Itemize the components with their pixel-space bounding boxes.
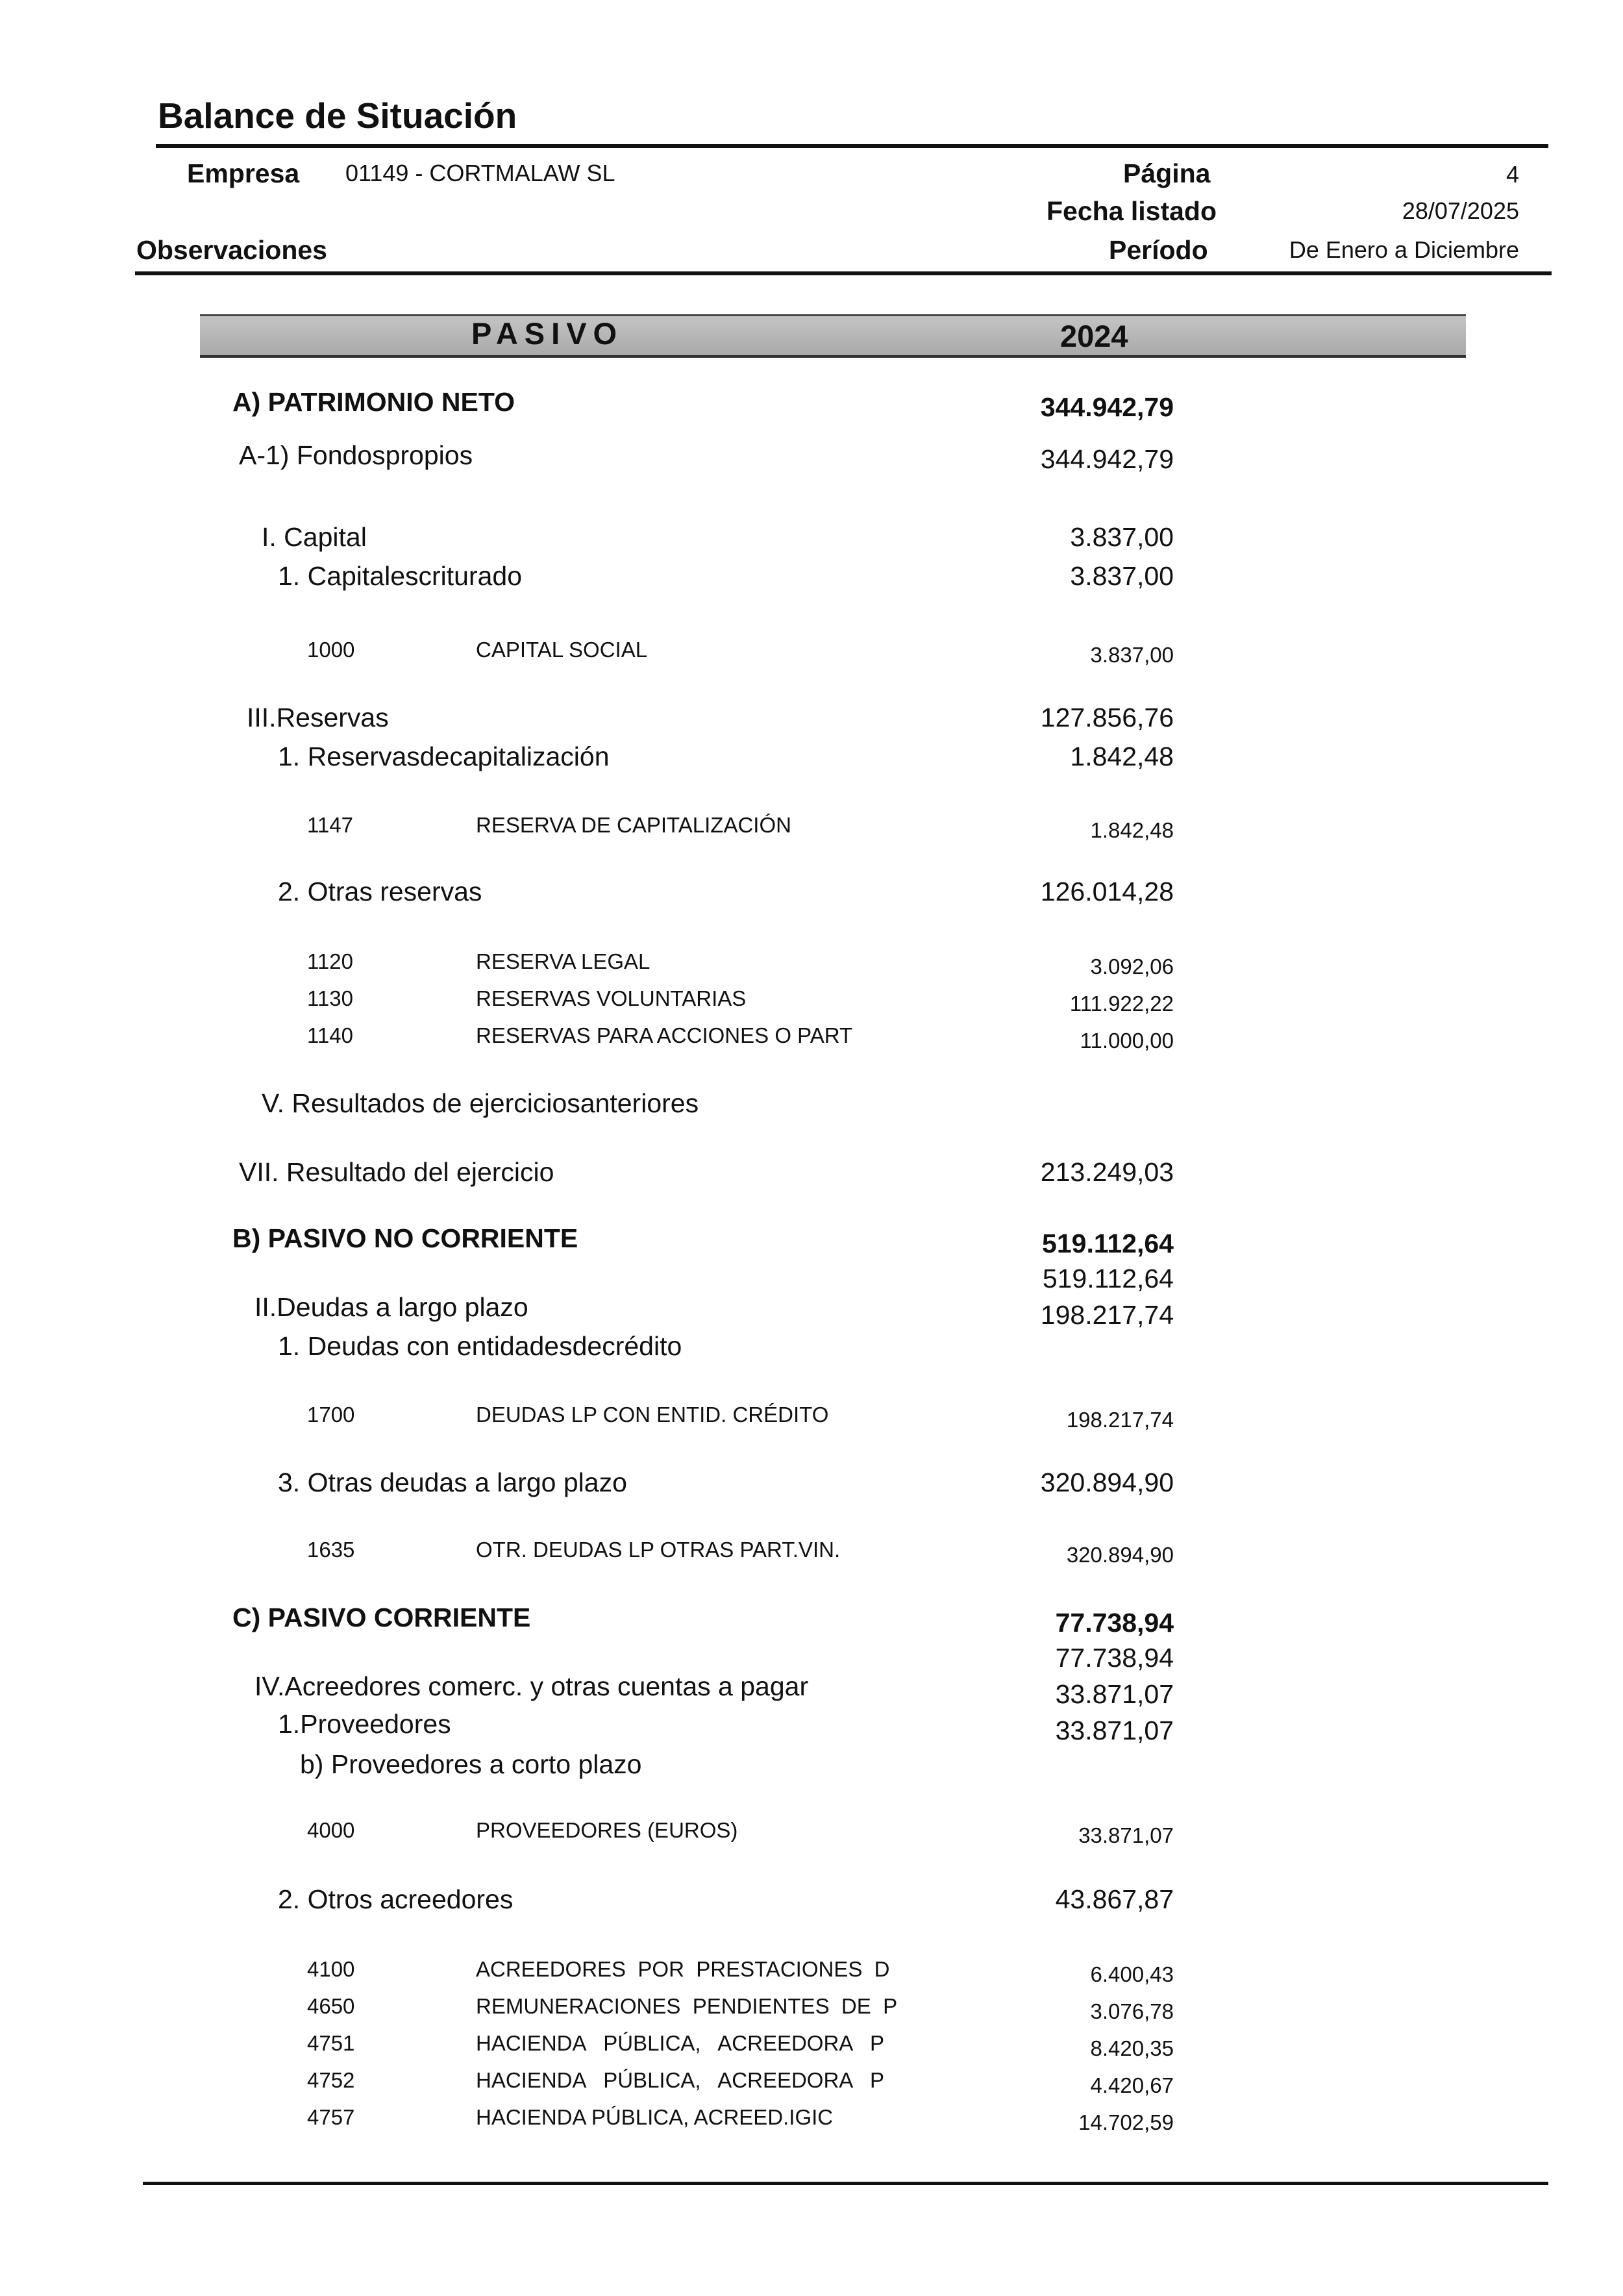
- account-code: 1130: [307, 986, 353, 1010]
- section-b-value: 519.112,64: [1042, 1229, 1174, 1258]
- account-code: 4100: [307, 1957, 355, 1981]
- account-code: 1147: [307, 813, 353, 837]
- account-name: DEUDAS LP CON ENTID. CRÉDITO: [476, 1403, 829, 1427]
- header-bottom-rule: [135, 271, 1552, 275]
- otras-reservas-label: 2. Otras reservas: [278, 877, 482, 906]
- account-value: 6.400,43: [1090, 1962, 1174, 1986]
- deudas-largo-plazo-label: II.Deudas a largo plazo: [254, 1292, 528, 1322]
- account-value: 4.420,67: [1090, 2073, 1174, 2097]
- capital-value: 3.837,00: [1070, 522, 1174, 552]
- account-name: RESERVAS VOLUNTARIAS: [476, 986, 747, 1010]
- otros-acreedores-value: 43.867,87: [1055, 1884, 1174, 1914]
- account-name: HACIENDA PÚBLICA, ACREEDORA P: [476, 2068, 885, 2092]
- page-title: Balance de Situación: [158, 95, 517, 136]
- account-value: 11.000,00: [1080, 1029, 1174, 1053]
- resultado-ejercicio-value: 213.249,03: [1040, 1157, 1174, 1187]
- account-name: RESERVAS PARA ACCIONES O PART: [476, 1023, 853, 1047]
- header-top-rule: [156, 144, 1548, 148]
- account-code: 4751: [307, 2031, 355, 2055]
- otros-acreedores-label: 2. Otros acreedores: [278, 1884, 514, 1914]
- account-value: 3.092,06: [1090, 955, 1174, 979]
- footer-rule: [143, 2182, 1548, 2185]
- account-name: ACREEDORES POR PRESTACIONES D: [476, 1957, 890, 1981]
- section-b-label: B) PASIVO NO CORRIENTE: [232, 1223, 578, 1253]
- section-heading: PASIVO: [471, 316, 624, 351]
- capital-escriturado-label: 1. Capitalescriturado: [278, 561, 523, 591]
- proveedores-corto-plazo-label: b) Proveedores a corto plazo: [300, 1749, 642, 1779]
- otras-deudas-lp-label: 3. Otras deudas a largo plazo: [278, 1467, 627, 1497]
- account-name: RESERVA LEGAL: [476, 949, 650, 973]
- table-header-band: [200, 314, 1466, 358]
- account-value: 8.420,35: [1090, 2036, 1174, 2060]
- account-value: 320.894,90: [1066, 1543, 1174, 1567]
- fecha-listado-label: Fecha listado: [1047, 196, 1217, 226]
- resultados-anteriores-label: V. Resultados de ejerciciosanteriores: [262, 1088, 699, 1118]
- account-code: 1700: [307, 1403, 355, 1427]
- year-heading: 2024: [1060, 319, 1128, 353]
- empresa-value: 01149 - CORTMALAW SL: [345, 160, 615, 186]
- otras-deudas-lp-value: 320.894,90: [1040, 1467, 1174, 1497]
- proveedores-value: 33.871,07: [1055, 1716, 1174, 1745]
- account-code: 1635: [307, 1538, 355, 1562]
- account-code: 4752: [307, 2068, 355, 2092]
- reservas-label: III.Reservas: [247, 703, 389, 732]
- account-value: 3.076,78: [1090, 1999, 1174, 2023]
- account-value: 111.922,22: [1069, 992, 1174, 1016]
- deudas-entidades-credito-label: 1. Deudas con entidadesdecrédito: [278, 1331, 682, 1361]
- otras-reservas-value: 126.014,28: [1040, 877, 1174, 906]
- resultado-ejercicio-label: VII. Resultado del ejercicio: [239, 1157, 554, 1187]
- reservas-capitalizacion-label: 1. Reservasdecapitalización: [278, 742, 610, 771]
- fecha-listado-value: 28/07/2025: [1402, 197, 1519, 224]
- section-c-value: 77.738,94: [1055, 1608, 1174, 1638]
- account-code: 4650: [307, 1994, 355, 2018]
- acreedores-comerciales-value: 33.871,07: [1055, 1679, 1174, 1709]
- proveedores-label: 1.Proveedores: [278, 1709, 451, 1739]
- capital-label: I. Capital: [262, 522, 367, 552]
- account-value: 198.217,74: [1066, 1408, 1174, 1432]
- account-value: 3.837,00: [1090, 643, 1174, 667]
- account-name: PROVEEDORES (EUROS): [476, 1818, 738, 1842]
- account-name: REMUNERACIONES PENDIENTES DE P: [476, 1994, 898, 2018]
- deudas-largo-plazo-value: 198.217,74: [1040, 1300, 1174, 1330]
- section-a-value: 344.942,79: [1040, 392, 1174, 422]
- section-a-label: A) PATRIMONIO NETO: [232, 387, 515, 417]
- reservas-value: 127.856,76: [1040, 703, 1174, 732]
- account-name: RESERVA DE CAPITALIZACIÓN: [476, 813, 791, 837]
- reservas-capitalizacion-value: 1.842,48: [1070, 742, 1174, 771]
- empresa-label: Empresa: [187, 158, 300, 188]
- acreedores-comerciales-label: IV.Acreedores comerc. y otras cuentas a pagar: [254, 1671, 809, 1701]
- section-c-label: C) PASIVO CORRIENTE: [232, 1603, 531, 1632]
- pagina-label: Página: [1123, 158, 1211, 188]
- account-code: 1140: [307, 1023, 353, 1047]
- account-code: 1120: [307, 949, 353, 973]
- account-code: 4000: [307, 1818, 355, 1842]
- capital-escriturado-value: 3.837,00: [1070, 561, 1174, 591]
- pagina-value: 4: [1505, 161, 1519, 188]
- account-name: OTR. DEUDAS LP OTRAS PART.VIN.: [476, 1538, 841, 1562]
- periodo-label: Período: [1109, 235, 1208, 265]
- observaciones-label: Observaciones: [136, 235, 327, 265]
- account-name: HACIENDA PÚBLICA, ACREED.IGIC: [476, 2105, 834, 2129]
- account-value: 1.842,48: [1090, 818, 1174, 842]
- account-value: 33.871,07: [1078, 1823, 1174, 1847]
- account-name: CAPITAL SOCIAL: [476, 638, 648, 662]
- periodo-value: De Enero a Diciembre: [1289, 236, 1519, 263]
- fondos-propios-label: A-1) Fondospropios: [239, 440, 473, 470]
- account-value: 14.702,59: [1078, 2110, 1174, 2134]
- account-name: HACIENDA PÚBLICA, ACREEDORA P: [476, 2031, 885, 2055]
- fondos-propios-value: 344.942,79: [1040, 444, 1174, 474]
- section-c-subtotal-value: 77.738,94: [1055, 1643, 1174, 1673]
- section-b-subtotal-value: 519.112,64: [1042, 1264, 1174, 1293]
- account-code: 4757: [307, 2105, 355, 2129]
- account-code: 1000: [307, 638, 355, 662]
